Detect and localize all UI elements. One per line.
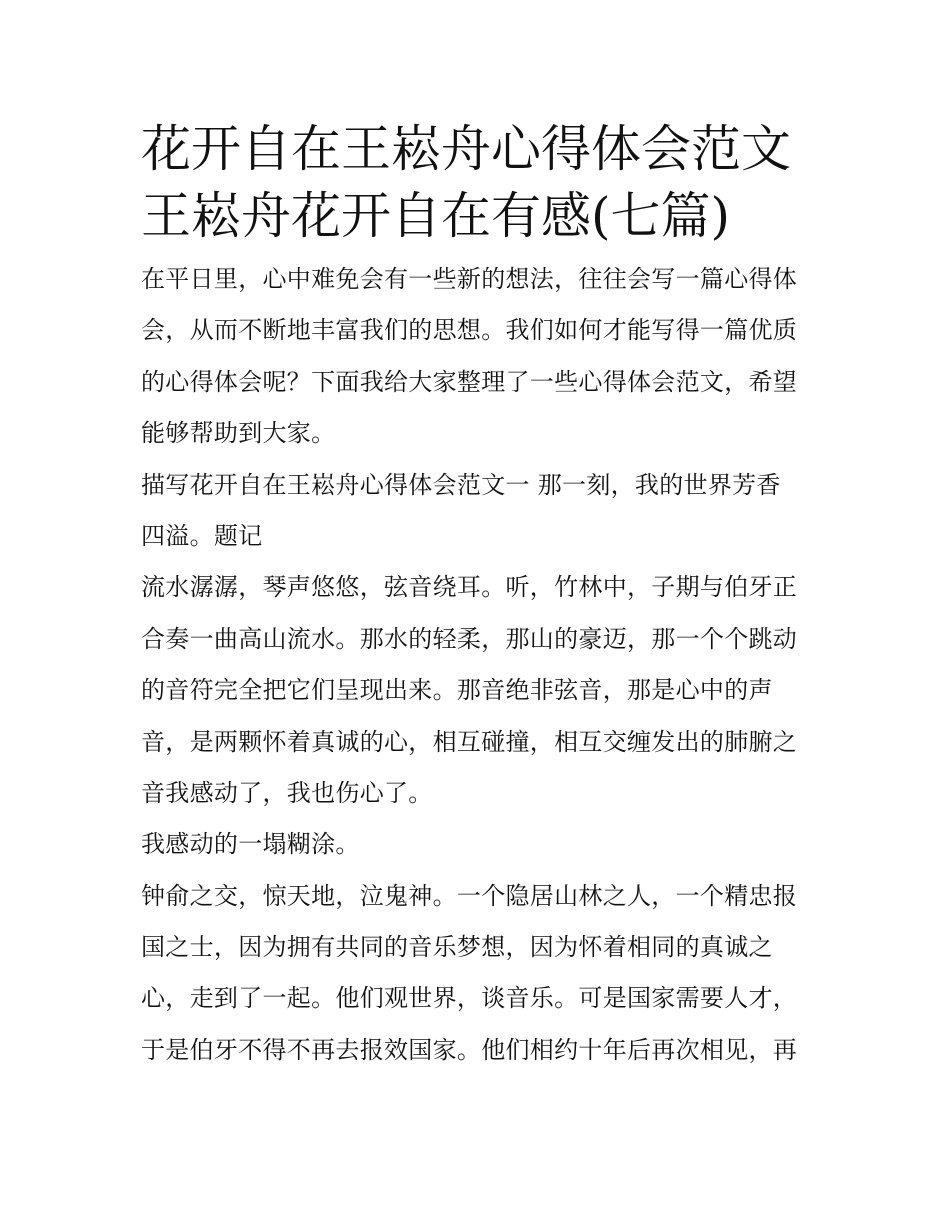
body-line: 合奏一曲高山流水。那水的轻柔，那山的豪迈，那一个个跳动 — [141, 624, 798, 653]
body-line: 我感动的一塌糊涂。 — [141, 830, 360, 859]
body-line: 在平日里，心中难免会有一些新的想法，往往会写一篇心得体 — [141, 265, 798, 293]
body-line: 音，是两颗怀着真诚的心，相互碰撞，相互交缠发出的肺腑之 — [141, 727, 798, 756]
body-line: 于是伯牙不得不再去报效国家。他们相约十年后再次相见，再 — [141, 1035, 798, 1064]
body-line: 国之士，因为拥有共同的音乐梦想，因为怀着相同的真诚之 — [141, 933, 773, 962]
body-line: 的音符完全把它们呈现出来。那音绝非弦音，那是心中的声 — [141, 676, 773, 705]
body-line: 会，从而不断地丰富我们的思想。我们如何才能写得一篇优质 — [141, 316, 798, 345]
body-line: 钟俞之交，惊天地，泣鬼神。一个隐居山林之人，一个精忠报 — [141, 881, 798, 910]
body-line: 心，走到了一起。他们观世界，谈音乐。可是国家需要人才， — [141, 984, 798, 1013]
body-line: 四溢。题记 — [141, 521, 263, 550]
body-line: 描写花开自在王崧舟心得体会范文一 那一刻，我的世界芳香 — [141, 470, 781, 499]
body-line: 能够帮助到大家。 — [141, 419, 336, 448]
body-line: 音我感动了，我也伤心了。 — [141, 778, 433, 807]
document-content — [141, 116, 821, 1076]
body-line: 的心得体会呢？下面我给大家整理了一些心得体会范文，希望 — [141, 367, 798, 396]
document-title — [141, 116, 821, 250]
body-line: 流水潺潺，琴声悠悠，弦音绕耳。听，竹林中，子期与伯牙正 — [141, 573, 798, 602]
title-line-1: 花开自在王崧舟心得体会范文 — [141, 120, 791, 178]
document-body — [141, 254, 821, 1076]
title-line-2: 王崧舟花开自在有感(七篇) — [141, 187, 731, 245]
